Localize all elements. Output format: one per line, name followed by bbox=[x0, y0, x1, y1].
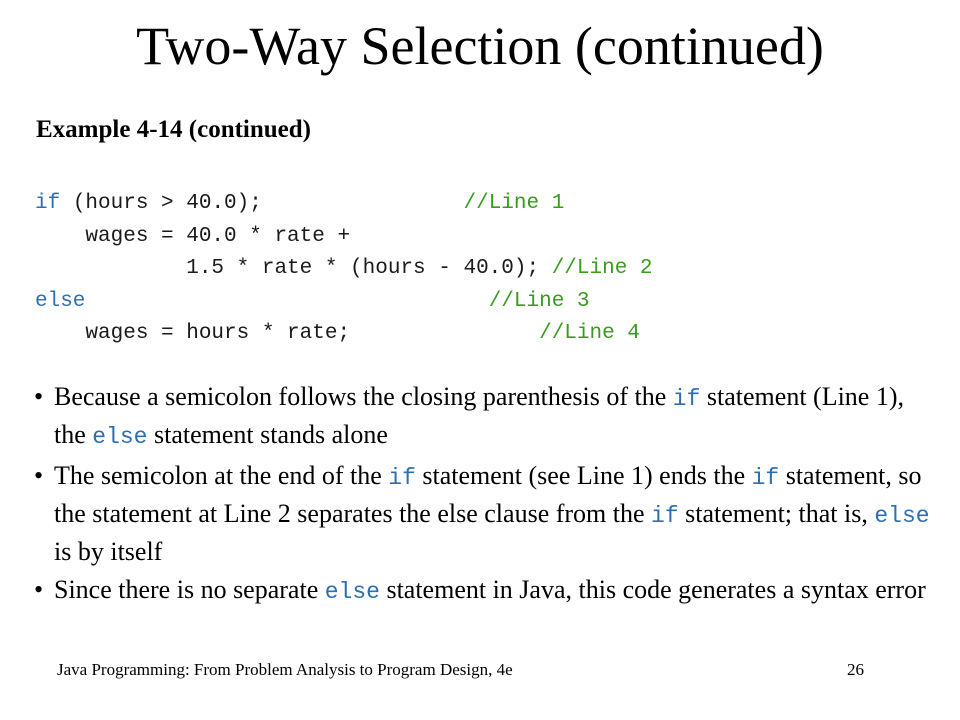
inline-code: if bbox=[751, 465, 780, 491]
keyword-else: else bbox=[35, 289, 86, 313]
page-number: 26 bbox=[847, 660, 864, 679]
inline-code: if bbox=[388, 465, 416, 491]
comment-line-4: //Line 4 bbox=[539, 322, 640, 345]
slide-title: Two-Way Selection (continued) bbox=[136, 16, 824, 76]
bullet-list bbox=[34, 379, 934, 613]
inline-code: if bbox=[672, 386, 701, 412]
comment-line-3: //Line 3 bbox=[488, 289, 590, 313]
comment-line-1: //Line 1 bbox=[463, 192, 565, 215]
footer-text: Java Programming: From Problem Analysis to Program Design, 4e bbox=[57, 660, 513, 679]
bullet-item: • Since there is no separate else statement in Java, this code generates a syntax error bbox=[34, 572, 934, 610]
example-heading: Example 4-14 (continued) bbox=[36, 116, 311, 143]
code-line-5: wages = hours * rate; //Line 4 bbox=[35, 322, 640, 345]
keyword-if: if bbox=[35, 192, 61, 215]
code-line-3: 1.5 * rate * (hours - 40.0); //Line 2 bbox=[35, 257, 653, 280]
code-line-2: wages = 40.0 * rate + bbox=[35, 224, 351, 248]
inline-code: else bbox=[92, 424, 148, 450]
code-block bbox=[35, 188, 653, 351]
inline-code: else bbox=[324, 579, 380, 605]
code-line-4 bbox=[35, 290, 590, 313]
code-line-1: if (hours > 40.0); //Line 1 bbox=[35, 192, 565, 215]
comment-line-2: //Line 2 bbox=[551, 257, 653, 280]
bullet-item: • Because a semicolon follows the closing parenthesis of the if statement (Line 1), the else statement stands alone bbox=[34, 379, 934, 455]
inline-code: else bbox=[874, 503, 930, 529]
inline-code: if bbox=[651, 503, 679, 529]
bullet-item: • The semicolon at the end of the if statement (see Line 1) ends the if statement, so the statement at Line 2 separates the else clause from the if statement; that is, else is by itself bbox=[34, 458, 934, 569]
